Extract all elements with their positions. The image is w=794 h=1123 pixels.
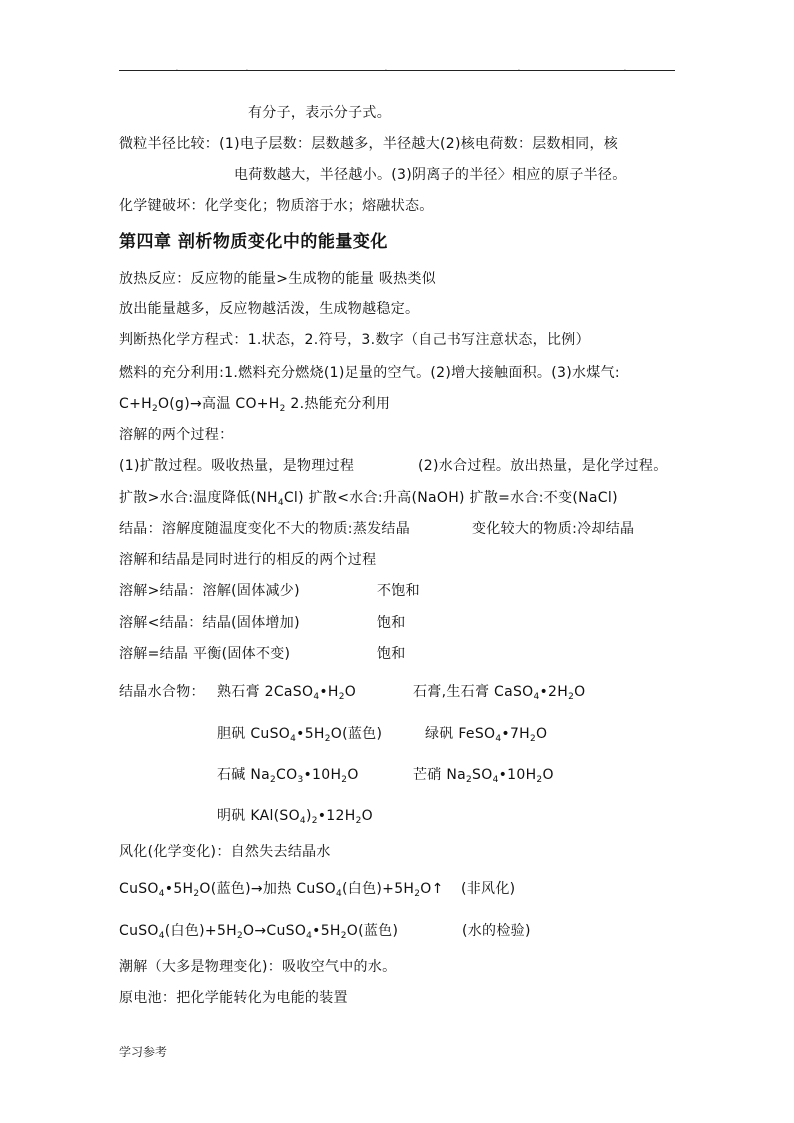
- text-line: 有分子，表示分子式。: [248, 105, 391, 121]
- equation-efflorescence: $CuSO_4•5H_2O$(蓝色)→加热 CuSO$_4$(白色)$+5H_2O↑$: [119, 881, 444, 899]
- text-line: 溶解>结晶：溶解(固体减少): [119, 583, 300, 599]
- header-mark: .: [176, 65, 178, 72]
- header-mark: .: [518, 65, 520, 72]
- text-line: 微粒半径比较：(1)电子层数：层数越多，半径越大(2)核电荷数：层数相同，核: [119, 136, 619, 152]
- text-line: 化学键破坏：化学变化；物质溶于水；熔融状态。: [119, 198, 434, 214]
- text-line: 溶解=结晶 平衡(固体不变): [119, 646, 291, 662]
- text-line: 变化较大的物质:冷却结晶: [472, 521, 635, 537]
- header-mark: .: [385, 65, 387, 72]
- equation-note: (非风化): [461, 881, 516, 897]
- equation-note: (水的检验): [462, 923, 531, 939]
- text-line: 放出能量越多，反应物越活泼，生成物越稳定。: [119, 301, 420, 317]
- text-line: 燃料的充分利用:1.燃料充分燃烧(1)足量的空气。(2)增大接触面积。(3)水煤气:: [119, 365, 620, 381]
- text-line: 电荷数越大，半径越小。(3)阴离子的半径〉相应的原子半径。: [234, 167, 627, 183]
- text-line: 不饱和: [377, 583, 420, 599]
- text-line: 放热反应：反应物的能量>生成物的能量 吸热类似: [119, 271, 437, 287]
- formula-danfan: 胆矾 $CuSO_4•5H_2O$(蓝色): [217, 726, 383, 744]
- text-line: 溶解和结晶是同时进行的相反的两个过程: [119, 552, 377, 568]
- text-line: (2)水合过程。放出热量，是化学过程。: [418, 458, 668, 474]
- chapter-title: 第四章 剖析物质变化中的能量变化: [119, 232, 388, 252]
- text-line: (1)扩散过程。吸收热量，是物理过程: [119, 458, 355, 474]
- text-line: 饱和: [377, 646, 406, 662]
- formula-line: $C+H_2O(g)\to$高温 $CO+H_2$ 2.热能充分利用: [119, 396, 391, 414]
- formula-line: 扩散>水合:温度降低$(NH_4Cl)$ 扩散<水合:升高(NaOH) 扩散=水合:不变(NaCl): [119, 490, 618, 508]
- text-line: 原电池：把化学能转化为电能的装置: [119, 990, 348, 1006]
- formula-lvfan: 绿矾 $FeSO_4•7H_2O$: [425, 726, 548, 744]
- header-rule: [119, 70, 675, 71]
- text-line: 风化(化学变化)：自然失去结晶水: [119, 844, 331, 860]
- formula-shigao: 石膏,生石膏 $CaSO_4•2H_2O$: [413, 684, 586, 702]
- formula-mingfan: 明矾 $KAl(SO_4)_2•12H_2O$: [217, 808, 373, 826]
- header-mark: .: [624, 65, 626, 72]
- text-line: 溶解<结晶：结晶(固体增加): [119, 615, 300, 631]
- hydrates-label: 结晶水合物：: [119, 684, 205, 700]
- equation-water-test: CuSO$_4$(白色)$+5H_2O\to CuSO_4•5H_2O$(蓝色): [119, 923, 399, 941]
- page-footer: 学习参考: [119, 1045, 168, 1059]
- text-line: 结晶：溶解度随温度变化不大的物质:蒸发结晶: [119, 521, 411, 537]
- formula-shijian: 石碱 $Na_2CO_3•10H_2O$: [217, 767, 359, 785]
- formula-mangxiao: 芒硝 $Na_2SO_4•10H_2O$: [413, 767, 554, 785]
- text-line: 判断热化学方程式：1.状态，2.符号，3.数字（自己书写注意状态，比例）: [119, 332, 590, 348]
- text-line: 潮解（大多是物理变化)：吸收空气中的水。: [119, 959, 397, 975]
- formula-shugao: 熟石膏 $2CaSO_4•H_2O$: [217, 684, 357, 702]
- text-line: 饱和: [377, 615, 406, 631]
- text-line: 溶解的两个过程：: [119, 427, 234, 443]
- header-mark: .: [246, 65, 248, 72]
